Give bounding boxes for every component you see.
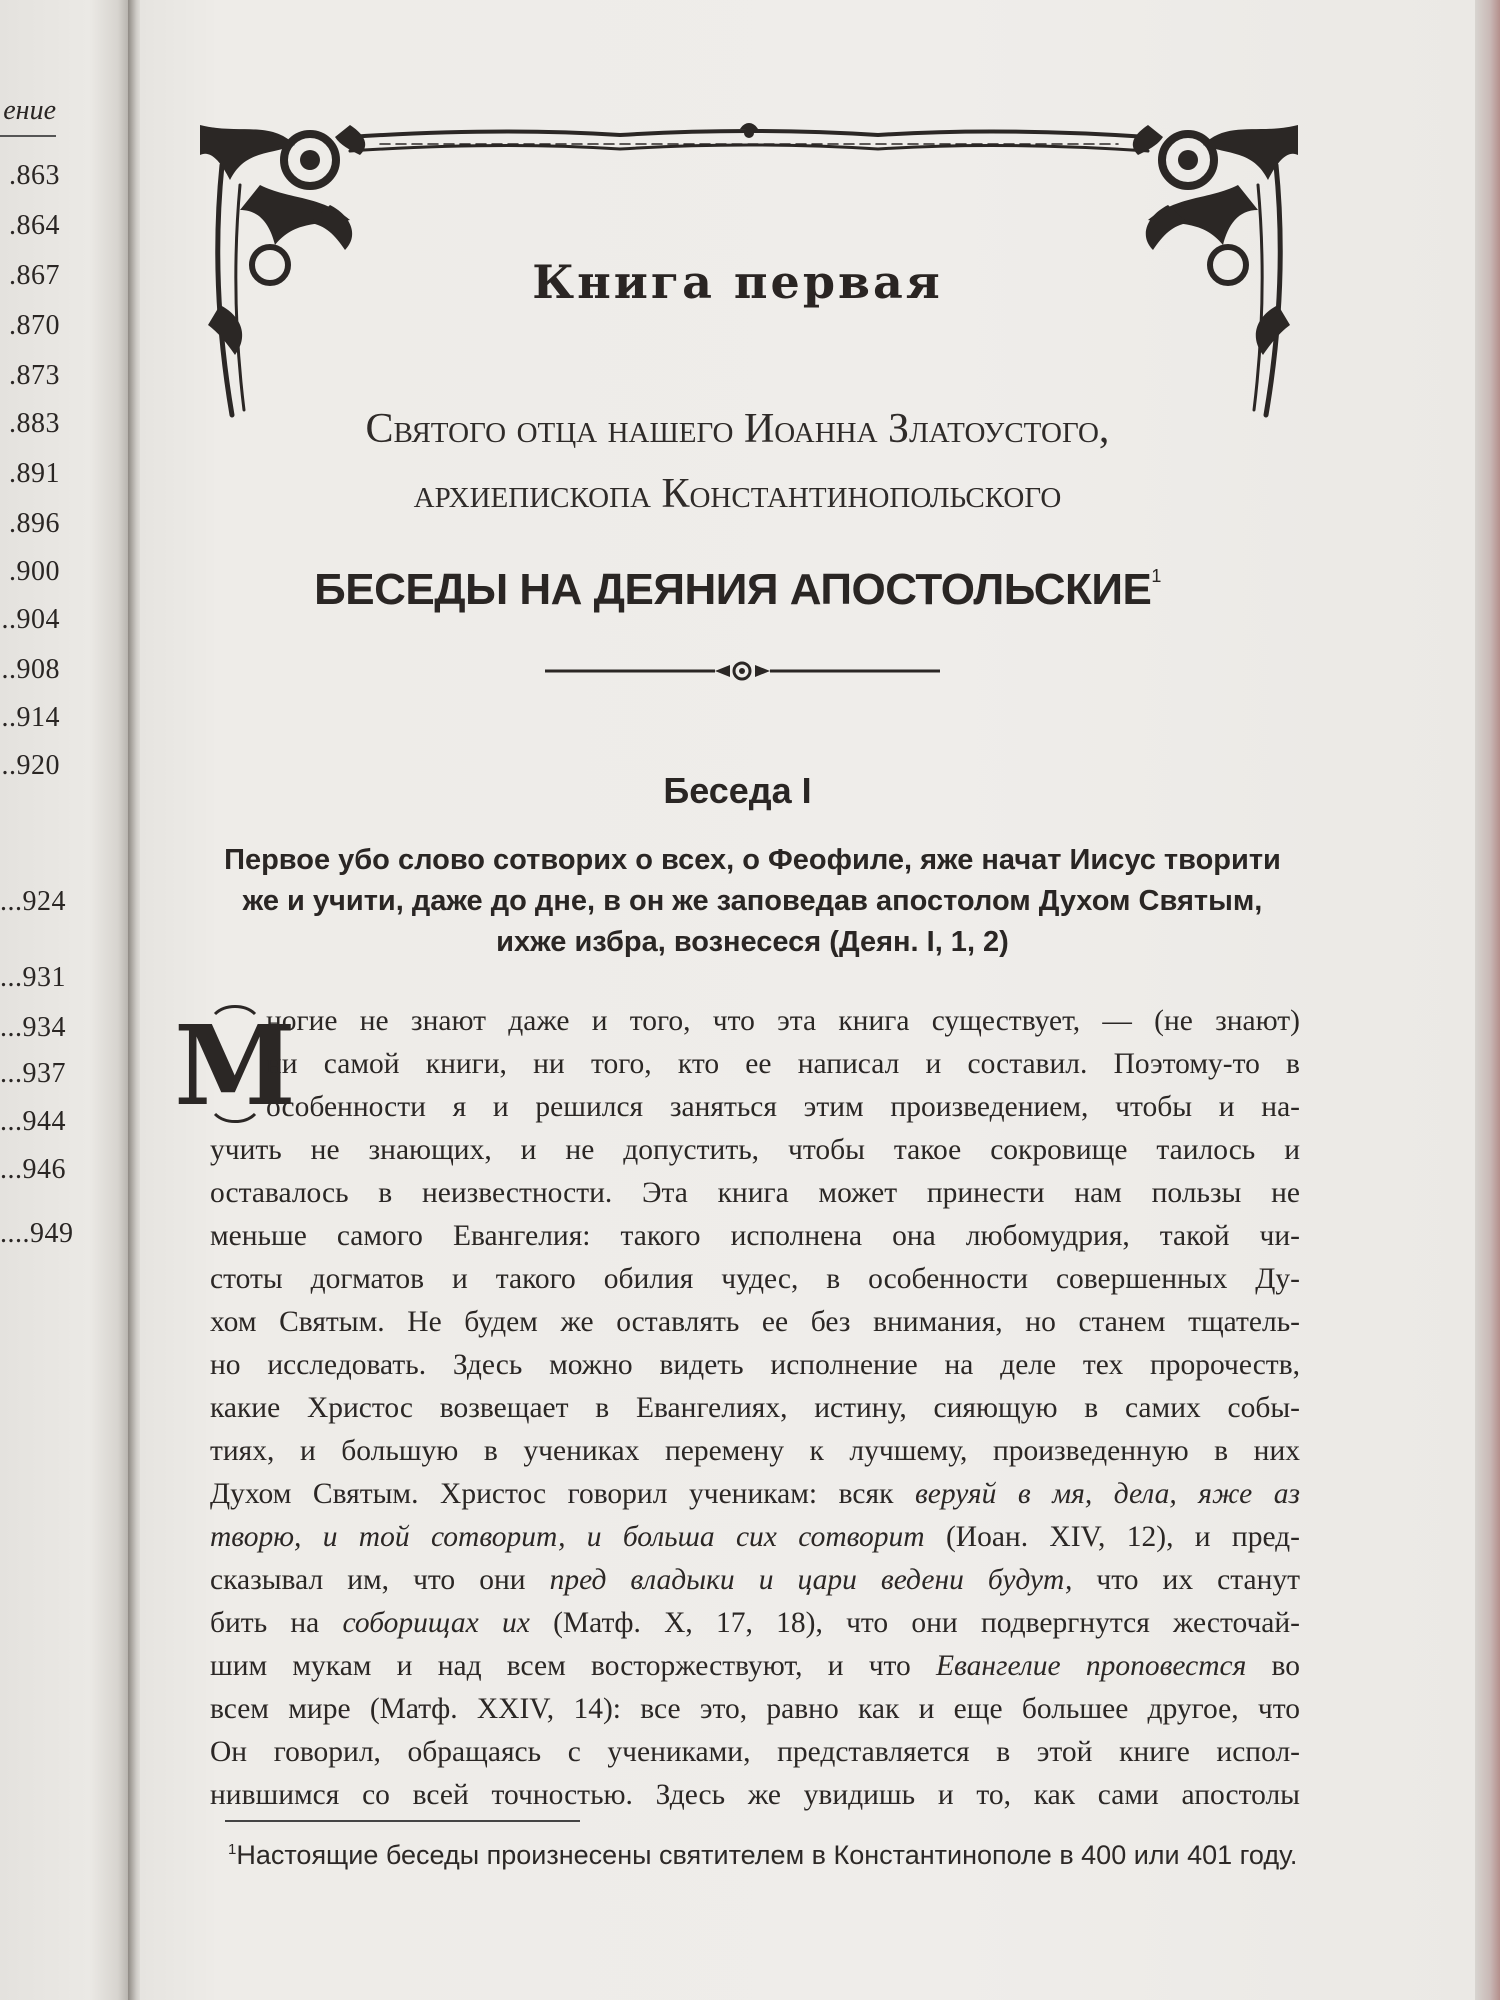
text-line: стоты догматов и такого обилия чудес, в особенности совершенных Ду- <box>210 1263 1300 1295</box>
quote-italic: веруяй в мя, дела, яже аз <box>914 1478 1300 1510</box>
text-line: тиях, и большую в учениках перемену к лучшему, произведенную в них <box>210 1435 1300 1467</box>
toc-page-number: ...944 <box>0 1106 66 1137</box>
book-title: Книга первая <box>532 255 943 309</box>
epigraph-line: же и учити, даже до дне, в он же заповедав апостолом Духом Святым, <box>242 885 1263 917</box>
text-run: шим мукам и над всем восторжествуют, и что <box>210 1650 937 1682</box>
quote-italic: пред владыки и цари ведени будут, <box>549 1564 1073 1596</box>
text-line <box>210 1473 1300 1516</box>
page-edge <box>1475 0 1500 2000</box>
sermon-title: Беседа I <box>663 770 812 811</box>
footnote-mark: 1 <box>228 1841 237 1858</box>
toc-page-number: .873 <box>9 360 60 391</box>
toc-page-number: ..920 <box>1 750 60 781</box>
footnote-reference: 1 <box>1151 566 1161 587</box>
epigraph-line: Первое убо слово сотворих о всех, о Феофиле, яже начат Иисус творити <box>224 844 1281 876</box>
text-line: Он говорил, обращаясь с учениками, представляется в этой книге испол- <box>210 1736 1300 1768</box>
text-line <box>210 1559 1300 1602</box>
work-title-text: БЕСЕДЫ НА ДЕЯНИЯ АПОСТОЛЬСКИЕ <box>314 565 1152 614</box>
toc-page-number: ...937 <box>0 1058 66 1089</box>
text-line: ногие не знают даже и того, что эта книга существует, — (не знают) <box>266 1005 1300 1037</box>
toc-page-number: ...934 <box>0 1012 66 1043</box>
toc-page-number: .900 <box>9 556 60 587</box>
quote-italic: творю, и той сотворит, и больша сих сотворит <box>210 1521 925 1553</box>
toc-page-number: .867 <box>9 260 60 291</box>
author-line-2: архиепископа Константинопольского <box>413 471 1062 517</box>
epigraph-line: ихже избра, вознесеся (Деян. I, 1, 2) <box>496 926 1009 958</box>
text-line <box>210 1645 1300 1688</box>
quote-italic: Евангелие проповестся <box>936 1650 1247 1682</box>
toc-page-number: .863 <box>9 160 60 191</box>
footnote-text: Настоящие беседы произнесены святителем в Константинополе в 400 или 401 году. <box>236 1840 1298 1870</box>
toc-page-number: ...924 <box>0 886 66 917</box>
toc-page-number: ..908 <box>1 654 60 685</box>
toc-page-number: .891 <box>9 458 60 489</box>
text-run: (Иоан. XIV, 12), и пред- <box>924 1521 1300 1553</box>
toc-page-number: .870 <box>9 310 60 341</box>
text-line: ни самой книги, ни того, кто ее написал и составил. Поэтому-то в <box>266 1048 1300 1080</box>
quote-italic: соборищах их <box>342 1607 530 1639</box>
text-line: оставалось в неизвестности. Эта книга может принести нам пользы не <box>210 1177 1300 1209</box>
text-run: (Матф. X, 17, 18), что они подвергнутся жесточай- <box>529 1607 1300 1639</box>
text-line <box>210 1516 1300 1559</box>
section-divider-ornament <box>545 660 940 682</box>
toc-page-number: ..904 <box>1 604 60 635</box>
text-run: сказывал им, что они <box>210 1564 550 1596</box>
text-line: хом Святым. Не будем же оставлять ее без внимания, но станем тщатель- <box>210 1306 1300 1338</box>
footnote <box>228 1832 1308 1873</box>
text-line <box>210 1602 1300 1645</box>
toc-page-number: ...946 <box>0 1154 66 1185</box>
work-title <box>0 565 1475 615</box>
text-line: нившимся со всей точностью. Здесь же увидишь и то, как сами апостолы <box>210 1779 1300 1811</box>
author-line-1: Святого отца нашего Иоанна Златоустого, <box>365 406 1110 452</box>
text-run: что их станут <box>1072 1564 1301 1596</box>
text-line: всем мире (Матф. XXIV, 14): все это, равно как и еще большее другое, что <box>210 1693 1300 1725</box>
text-run: бить на <box>210 1607 343 1639</box>
text-run: Духом Святым. Христос говорил ученикам: всяк <box>210 1478 915 1510</box>
svg-text:М: М <box>174 1001 296 1130</box>
toc-page-number: ...931 <box>0 962 66 993</box>
toc-page-number: .864 <box>9 210 60 241</box>
text-line: меньше самого Евангелия: такого исполнена она любомудрия, такой чи- <box>210 1220 1300 1252</box>
toc-page-number: .883 <box>9 408 60 439</box>
toc-page-number: ....949 <box>0 1218 74 1249</box>
toc-page-number: .896 <box>9 508 60 539</box>
text-run: во <box>1246 1650 1301 1682</box>
text-line: учить не знающих, и не допустить, чтобы такое сокровище таилось и <box>210 1134 1300 1166</box>
toc-heading: ение <box>0 95 56 137</box>
text-line: особенности я и решился заняться этим произведением, чтобы и на- <box>266 1091 1300 1123</box>
text-line: какие Христос возвещает в Евангелиях, истину, сияющую в самих собы- <box>210 1392 1300 1424</box>
body-text <box>210 1000 1300 1817</box>
footnote-rule <box>225 1820 580 1822</box>
toc-page-number: ..914 <box>1 702 60 733</box>
text-line: но исследовать. Здесь можно видеть исполнение на деле тех пророчеств, <box>210 1349 1300 1381</box>
epigraph <box>205 840 1300 963</box>
